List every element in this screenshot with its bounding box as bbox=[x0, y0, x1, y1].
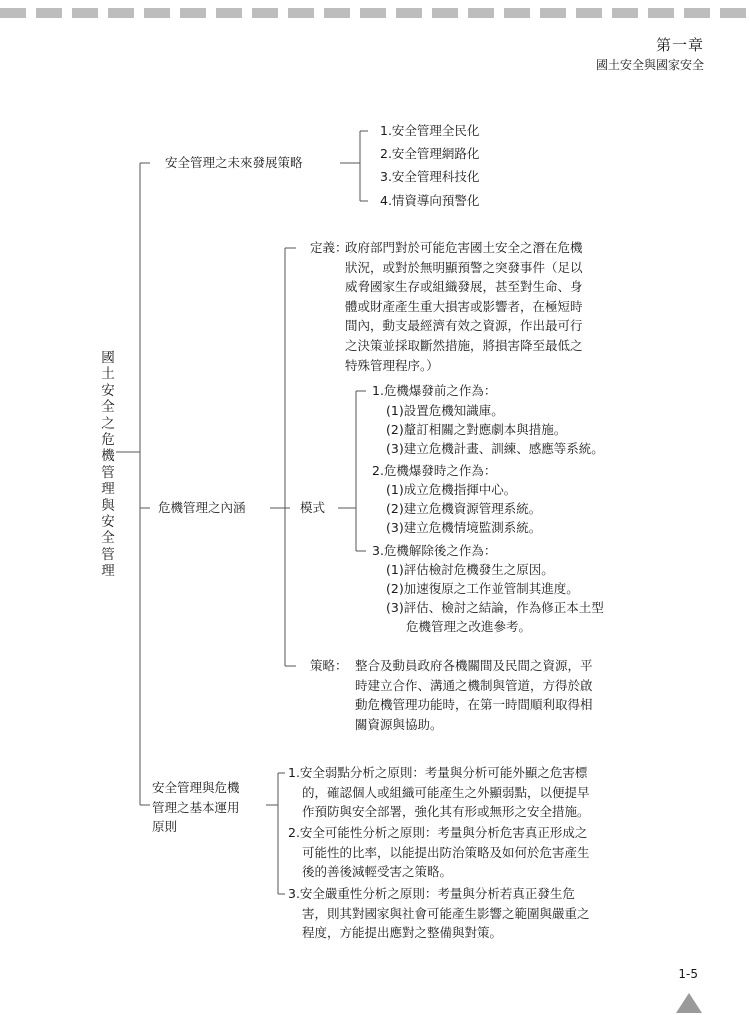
future-strategy-label: 安全管理之未來發展策略 bbox=[165, 155, 303, 170]
phase-title: 3.危機解除後之作為： bbox=[372, 543, 497, 558]
definition-label: 定義： bbox=[310, 240, 348, 255]
principle-line: 害，則其對國家與社會可能產生影響之範圍與嚴重之 bbox=[302, 905, 590, 921]
root-title-char: 管 bbox=[101, 464, 115, 481]
phase-item: (2)建立危機資源管理系統。 bbox=[386, 501, 542, 516]
strategy-line: 動危機管理功能時，在第一時間順利取得相 bbox=[355, 697, 593, 713]
root-title-char: 之 bbox=[101, 415, 115, 432]
definition-line: 間內，動支最經濟有效之資源，作出最可行 bbox=[345, 318, 583, 334]
root-title-char: 全 bbox=[101, 399, 115, 416]
phase-item: (1)成立危機指揮中心。 bbox=[386, 482, 517, 497]
root-title-char: 安 bbox=[101, 382, 115, 399]
mode-label: 模式 bbox=[300, 500, 326, 515]
future-item: 3.安全管理科技化 bbox=[380, 169, 480, 184]
definition-line: 特殊管理程序。） bbox=[345, 357, 439, 373]
definition-line: 政府部門對於可能危害國土安全之潛在危機 bbox=[345, 240, 583, 255]
phase-item: (2)加速復原之工作並管制其進度。 bbox=[386, 581, 579, 596]
strategy-line: 整合及動員政府各機關間及民間之資源，平 bbox=[355, 658, 593, 673]
strategy-line: 關資源與協助。 bbox=[355, 716, 443, 732]
root-title-char: 危 bbox=[101, 432, 115, 449]
principle-line: 作預防與安全部署，強化其有形或無形之安全措施。 bbox=[302, 804, 590, 820]
principle-line: 後的善後減輕受害之策略。 bbox=[302, 864, 453, 880]
root-title-char: 機 bbox=[101, 448, 115, 465]
root-title-char: 全 bbox=[101, 530, 115, 547]
root-title-char: 國 bbox=[101, 350, 115, 366]
header-dash-bar bbox=[0, 8, 750, 18]
root-title-char: 理 bbox=[101, 481, 115, 498]
triangle-marker-icon bbox=[676, 993, 702, 1013]
principles-label-line: 安全管理與危機 bbox=[152, 780, 240, 795]
phase-title: 2.危機爆發時之作為： bbox=[372, 463, 497, 478]
root-title-char: 土 bbox=[101, 366, 115, 383]
definition-line: 體或財產產生重大損害或影響者，在極短時 bbox=[345, 298, 583, 314]
strategy-text bbox=[355, 656, 675, 734]
principle-line: 3.安全嚴重性分析之原則：考量與分析若真正發生危 bbox=[288, 886, 575, 901]
principle-line: 2.安全可能性分析之原則：考量與分析危害真正形成之 bbox=[288, 825, 588, 840]
crisis-management-label: 危機管理之內涵 bbox=[158, 500, 246, 515]
phase-item-continuation: 危機管理之改進參考。 bbox=[406, 619, 532, 634]
future-item: 2.安全管理網路化 bbox=[380, 146, 480, 161]
principle-line: 可能性的比率，以能提出防治策略及如何於危害產生 bbox=[302, 844, 590, 860]
future-item: 1.安全管理全民化 bbox=[380, 123, 480, 138]
root-title-char: 安 bbox=[101, 514, 115, 531]
phase-item: (1)評估檢討危機發生之原因。 bbox=[386, 562, 554, 577]
principle-line: 1.安全弱點分析之原則：考量與分析可能外顯之危害標 bbox=[288, 765, 588, 780]
phase-item: (2)釐訂相關之對應劇本與措施。 bbox=[386, 422, 567, 437]
definition-line: 狀況，或對於無明顯預警之突發事件（足以 bbox=[345, 259, 583, 275]
phase-item: (3)評估、檢討之結論，作為修正本土型 bbox=[386, 600, 604, 615]
strategy-line: 時建立合作、溝通之機制與管道，方得於啟 bbox=[355, 677, 593, 693]
chapter-title: 第一章 bbox=[655, 36, 704, 54]
page-number: 1-5 bbox=[678, 967, 698, 981]
principles-label-line: 原則 bbox=[152, 819, 178, 835]
phase-item: (1)設置危機知識庫。 bbox=[386, 403, 504, 418]
principles-label bbox=[152, 778, 272, 837]
definition-text bbox=[345, 238, 675, 375]
chapter-subtitle: 國土安全與國家安全 bbox=[595, 58, 704, 72]
phase-item: (3)建立危機情境監測系統。 bbox=[386, 520, 542, 535]
root-title-char: 管 bbox=[101, 546, 115, 563]
phase-title: 1.危機爆發前之作為： bbox=[372, 383, 497, 398]
principle-line: 的，確認個人或組織可能產生之外顯弱點，以便提早 bbox=[302, 784, 590, 800]
root-title-char: 理 bbox=[101, 563, 115, 580]
principles-label-line: 管理之基本運用 bbox=[152, 799, 240, 815]
strategy-label: 策略： bbox=[310, 658, 348, 673]
principle-line: 程度，方能提出應對之整備與對策。 bbox=[302, 925, 503, 941]
principle-item bbox=[288, 763, 683, 822]
root-title-vertical bbox=[100, 350, 116, 580]
definition-line: 之決策並採取斷然措施，將損害降至最低之 bbox=[345, 337, 583, 353]
principle-item bbox=[288, 884, 683, 943]
root-title-char: 與 bbox=[101, 497, 115, 514]
definition-line: 威脅國家生存或組織發展，甚至對生命、身 bbox=[345, 279, 583, 295]
phase-item: (3)建立危機計畫、訓練、感應等系統。 bbox=[386, 441, 604, 456]
future-item: 4.情資導向預警化 bbox=[380, 193, 480, 208]
principle-item bbox=[288, 823, 683, 882]
